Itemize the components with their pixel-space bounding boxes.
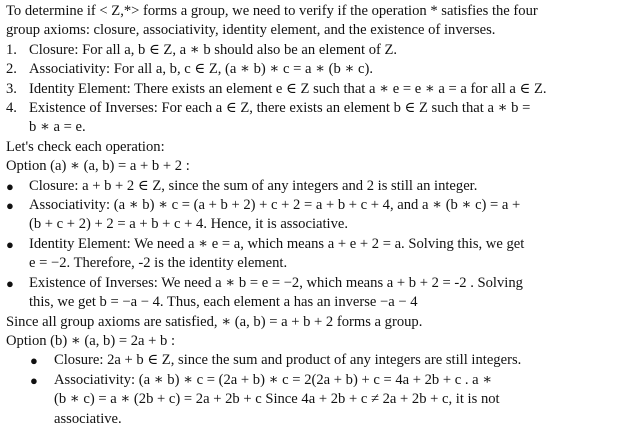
bullet-text-cont: (b + c + 2) + 2 = a + b + c + 4. Hence, it is associative. bbox=[29, 216, 349, 233]
axiom-number: 3. bbox=[6, 80, 17, 97]
bullet-icon: ● bbox=[30, 372, 38, 388]
bullet-icon: ● bbox=[30, 353, 38, 369]
bullet-text: Associativity: (a ∗ b) ∗ c = (2a + b) ∗ c = 2(2a + b) + c = 4a + 2b + c . a ∗ bbox=[54, 371, 493, 388]
option-b-closure bbox=[6, 351, 632, 370]
option-b-heading: Option (b) ∗ (a, b) = 2a + b : bbox=[6, 332, 176, 349]
option-a-inverses bbox=[6, 274, 632, 313]
intro-line-1: To determine if < Z,*> forms a group, we need to verify if the operation * satisfies the four bbox=[6, 3, 538, 19]
check-heading: Let's check each operation: bbox=[6, 138, 165, 155]
axiom-number: 2. bbox=[6, 61, 17, 78]
axiom-associativity bbox=[6, 60, 632, 79]
bullet-text: Existence of Inverses: We need a ∗ b = e = −2, which means a + b + 2 = -2 . Solving bbox=[29, 274, 523, 291]
axiom-text-cont: b ∗ a = e. bbox=[29, 119, 86, 136]
axiom-text: Associativity: For all a, b, c ∈ Z, (a ∗ b) ∗ c = a ∗ (b ∗ c). bbox=[29, 61, 374, 78]
bullet-text: Closure: a + b + 2 ∈ Z, since the sum of any integers and 2 is still an integer. bbox=[29, 177, 478, 194]
option-a-conclusion: Since all group axioms are satisfied, ∗ (a, b) = a + b + 2 forms a group. bbox=[6, 313, 423, 330]
bullet-icon: ● bbox=[6, 236, 14, 252]
bullet-text-cont: this, we get b = −a − 4. Thus, each element a has an inverse −a − 4 bbox=[29, 294, 418, 311]
bullet-icon: ● bbox=[6, 178, 14, 194]
bullet-text: Closure: 2a + b ∈ Z, since the sum and product of any integers are still integers. bbox=[54, 352, 522, 369]
bullet-icon: ● bbox=[6, 198, 14, 214]
bullet-text-cont: associative. bbox=[54, 410, 122, 427]
bullet-text: Identity Element: We need a ∗ e = a, which means a + e + 2 = a. Solving this, we get bbox=[29, 235, 525, 252]
option-a-closure bbox=[6, 177, 632, 196]
axiom-inverses bbox=[6, 99, 632, 138]
bullet-text-cont: e = −2. Therefore, -2 is the identity element. bbox=[29, 255, 288, 272]
axiom-identity bbox=[6, 80, 632, 99]
solution-document bbox=[6, 2, 632, 429]
bullet-icon: ● bbox=[6, 275, 14, 291]
option-a-heading: Option (a) ∗ (a, b) = a + b + 2 : bbox=[6, 158, 190, 175]
axiom-text: Closure: For all a, b ∈ Z, a ∗ b should also be an element of Z. bbox=[29, 41, 398, 58]
axiom-text: Identity Element: There exists an element e ∈ Z such that a ∗ e = e ∗ a = a for all a ∈ Z. bbox=[29, 80, 547, 97]
axiom-text: Existence of Inverses: For each a ∈ Z, there exists an element b ∈ Z such that a ∗ b = bbox=[29, 100, 531, 117]
intro-line-2: group axioms: closure, associativity, identity element, and the existence of inverses. bbox=[6, 22, 496, 39]
bullet-text-cont: (b ∗ c) = a ∗ (2b + c) = 2a + 2b + c Since 4a + 2b + c ≠ 2a + 2b + c, it is not bbox=[54, 391, 500, 408]
axiom-closure bbox=[6, 41, 632, 60]
bullet-text: Associativity: (a ∗ b) ∗ c = (a + b + 2) + c + 2 = a + b + c + 4, and a ∗ (b ∗ c) = a + bbox=[29, 197, 521, 214]
axiom-number: 1. bbox=[6, 41, 17, 58]
axiom-number: 4. bbox=[6, 100, 17, 117]
option-b-associativity bbox=[6, 371, 632, 429]
option-a-identity bbox=[6, 235, 632, 274]
option-a-associativity bbox=[6, 196, 632, 235]
